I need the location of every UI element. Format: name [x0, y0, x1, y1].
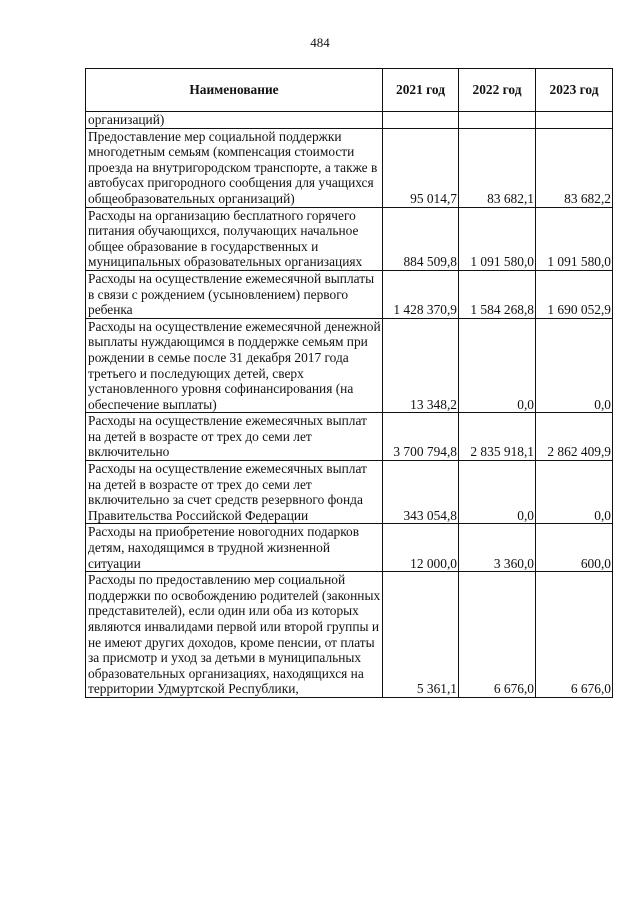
row-value-2023: 0,0: [536, 461, 613, 524]
row-name: Предоставление мер социальной поддержки многодетным семьям (компенсация стоимости проезда на внутригородском транспорте, а также в автобусах пригородного сообщения для учащихся общеобразовательных организаций): [86, 128, 383, 207]
row-value-2021: 343 054,8: [383, 461, 459, 524]
row-value-2022: 83 682,1: [459, 128, 536, 207]
table-header-row: [86, 69, 613, 112]
row-value-2022: 0,0: [459, 318, 536, 413]
row-value-2022: [459, 112, 536, 129]
row-value-2023: [536, 112, 613, 129]
row-value-2021: 95 014,7: [383, 128, 459, 207]
table-row: [86, 413, 613, 461]
row-value-2021: 3 700 794,8: [383, 413, 459, 461]
table-row: [86, 112, 613, 129]
row-value-2021: 884 509,8: [383, 207, 459, 270]
table-row: [86, 524, 613, 572]
row-value-2022: 1 584 268,8: [459, 270, 536, 318]
row-value-2021: 1 428 370,9: [383, 270, 459, 318]
header-2022: 2022 год: [459, 69, 536, 112]
row-value-2021: 13 348,2: [383, 318, 459, 413]
row-value-2022: 6 676,0: [459, 572, 536, 698]
row-value-2021: [383, 112, 459, 129]
table-row: [86, 270, 613, 318]
row-value-2023: 0,0: [536, 318, 613, 413]
table-row: [86, 318, 613, 413]
page-number: 484: [310, 35, 330, 50]
row-value-2023: 6 676,0: [536, 572, 613, 698]
row-value-2023: 1 690 052,9: [536, 270, 613, 318]
row-name: Расходы на осуществление ежемесячной выплаты в связи с рождением (усыновлением) первого ребенка: [86, 270, 383, 318]
row-value-2023: 83 682,2: [536, 128, 613, 207]
row-value-2022: 1 091 580,0: [459, 207, 536, 270]
row-name: организаций): [86, 112, 383, 129]
row-value-2023: 2 862 409,9: [536, 413, 613, 461]
row-value-2022: 2 835 918,1: [459, 413, 536, 461]
header-name: Наименование: [86, 69, 383, 112]
row-value-2022: 3 360,0: [459, 524, 536, 572]
row-name: Расходы на организацию бесплатного горячего питания обучающихся, получающих начальное общее образование в государственных и муниципальных образовательных организациях: [86, 207, 383, 270]
row-name: Расходы по предоставлению мер социальной поддержки по освобождению родителей (законных представителей), если один или оба из которых являются инвалидами первой или второй группы и не имеют других доходов, кроме пенсии, от платы за присмотр и уход за детьми в муниципальных образовательных организациях, находящихся на территории Удмуртской Республики,: [86, 572, 383, 698]
table-row: [86, 128, 613, 207]
row-value-2021: 5 361,1: [383, 572, 459, 698]
row-name: Расходы на приобретение новогодних подарков детям, находящимся в трудной жизненной ситуации: [86, 524, 383, 572]
header-2023: 2023 год: [536, 69, 613, 112]
row-name: Расходы на осуществление ежемесячной денежной выплаты нуждающимся в поддержке семьям при рождении в семье после 31 декабря 2017 года третьего и последующих детей, сверх установленного уровня софинансирования (на обеспечение выплаты): [86, 318, 383, 413]
table-row: [86, 461, 613, 524]
row-value-2023: 600,0: [536, 524, 613, 572]
budget-table: [85, 68, 613, 698]
row-value-2023: 1 091 580,0: [536, 207, 613, 270]
row-name: Расходы на осуществление ежемесячных выплат на детей в возрасте от трех до семи лет включительно: [86, 413, 383, 461]
row-value-2021: 12 000,0: [383, 524, 459, 572]
row-name: Расходы на осуществление ежемесячных выплат на детей в возрасте от трех до семи лет включительно за счет средств резервного фонда Правительства Российской Федерации: [86, 461, 383, 524]
row-value-2022: 0,0: [459, 461, 536, 524]
table-row: [86, 207, 613, 270]
table-row: [86, 572, 613, 698]
header-2021: 2021 год: [383, 69, 459, 112]
